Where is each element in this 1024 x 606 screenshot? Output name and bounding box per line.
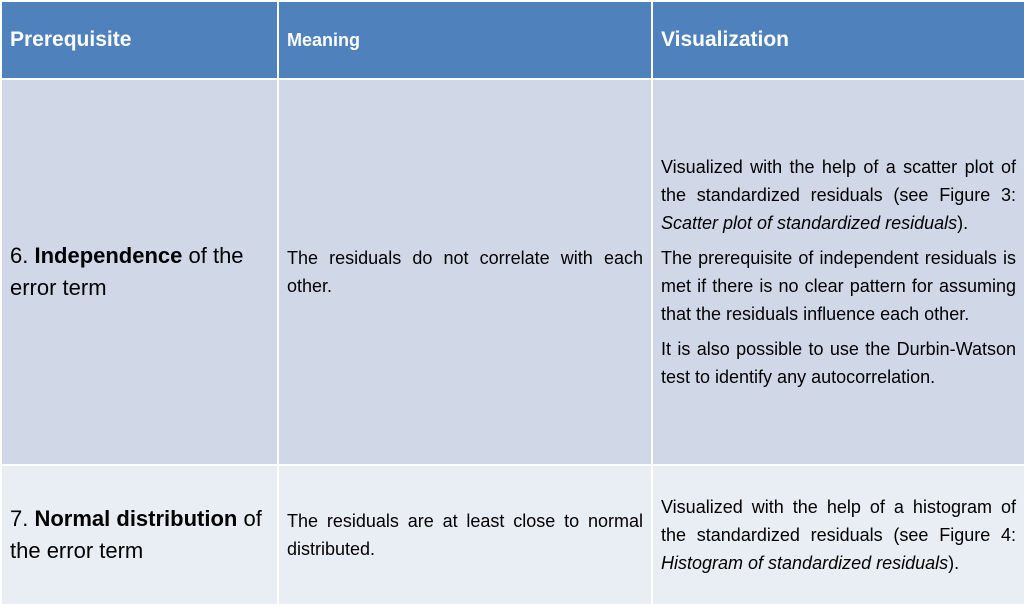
- table-row: [1, 465, 1024, 605]
- figure-reference: Scatter plot of standardized residuals: [661, 213, 958, 233]
- visualization-paragraph: The prerequisite of independent residuals is met if there is no clear pattern for assuming that the residuals influence each other.: [661, 248, 1016, 324]
- visualization-cell: [652, 465, 1024, 605]
- header-visualization: Visualization: [652, 1, 1024, 79]
- prerequisite-number: 6.: [10, 243, 35, 268]
- visualization-paragraph: It is also possible to use the Durbin-Watson test to identify any autocorrelation.: [661, 339, 1016, 387]
- prerequisite-cell: [1, 79, 278, 465]
- meaning-cell: The residuals do not correlate with each other.: [278, 79, 652, 465]
- prerequisite-suffix: of the error term: [10, 506, 262, 563]
- table-row: [1, 79, 1024, 465]
- visualization-paragraph: [661, 153, 1016, 237]
- header-row: [1, 1, 1024, 79]
- visualization-paragraph: [661, 493, 1016, 577]
- header-meaning: Meaning: [278, 1, 652, 79]
- meaning-cell: The residuals are at least close to normal distributed.: [278, 465, 652, 605]
- visualization-text: Visualized with the help of a histogram of the standardized residuals (see Figure 4:: [661, 497, 1016, 545]
- prerequisite-suffix: of the error term: [10, 243, 244, 300]
- prerequisite-name: Independence: [34, 243, 183, 268]
- visualization-text-end: ).: [948, 553, 960, 573]
- prerequisite-number: 7.: [10, 506, 35, 531]
- visualization-text: Visualized with the help of a scatter plot of the standardized residuals (see Figure 3:: [661, 157, 1016, 205]
- visualization-cell: [652, 79, 1024, 465]
- figure-reference: Histogram of standardized residuals: [661, 553, 949, 573]
- prerequisite-name: Normal distribution: [34, 506, 238, 531]
- visualization-text-end: ).: [957, 213, 969, 233]
- prerequisite-cell: [1, 465, 278, 605]
- header-prerequisite: Prerequisite: [1, 1, 278, 79]
